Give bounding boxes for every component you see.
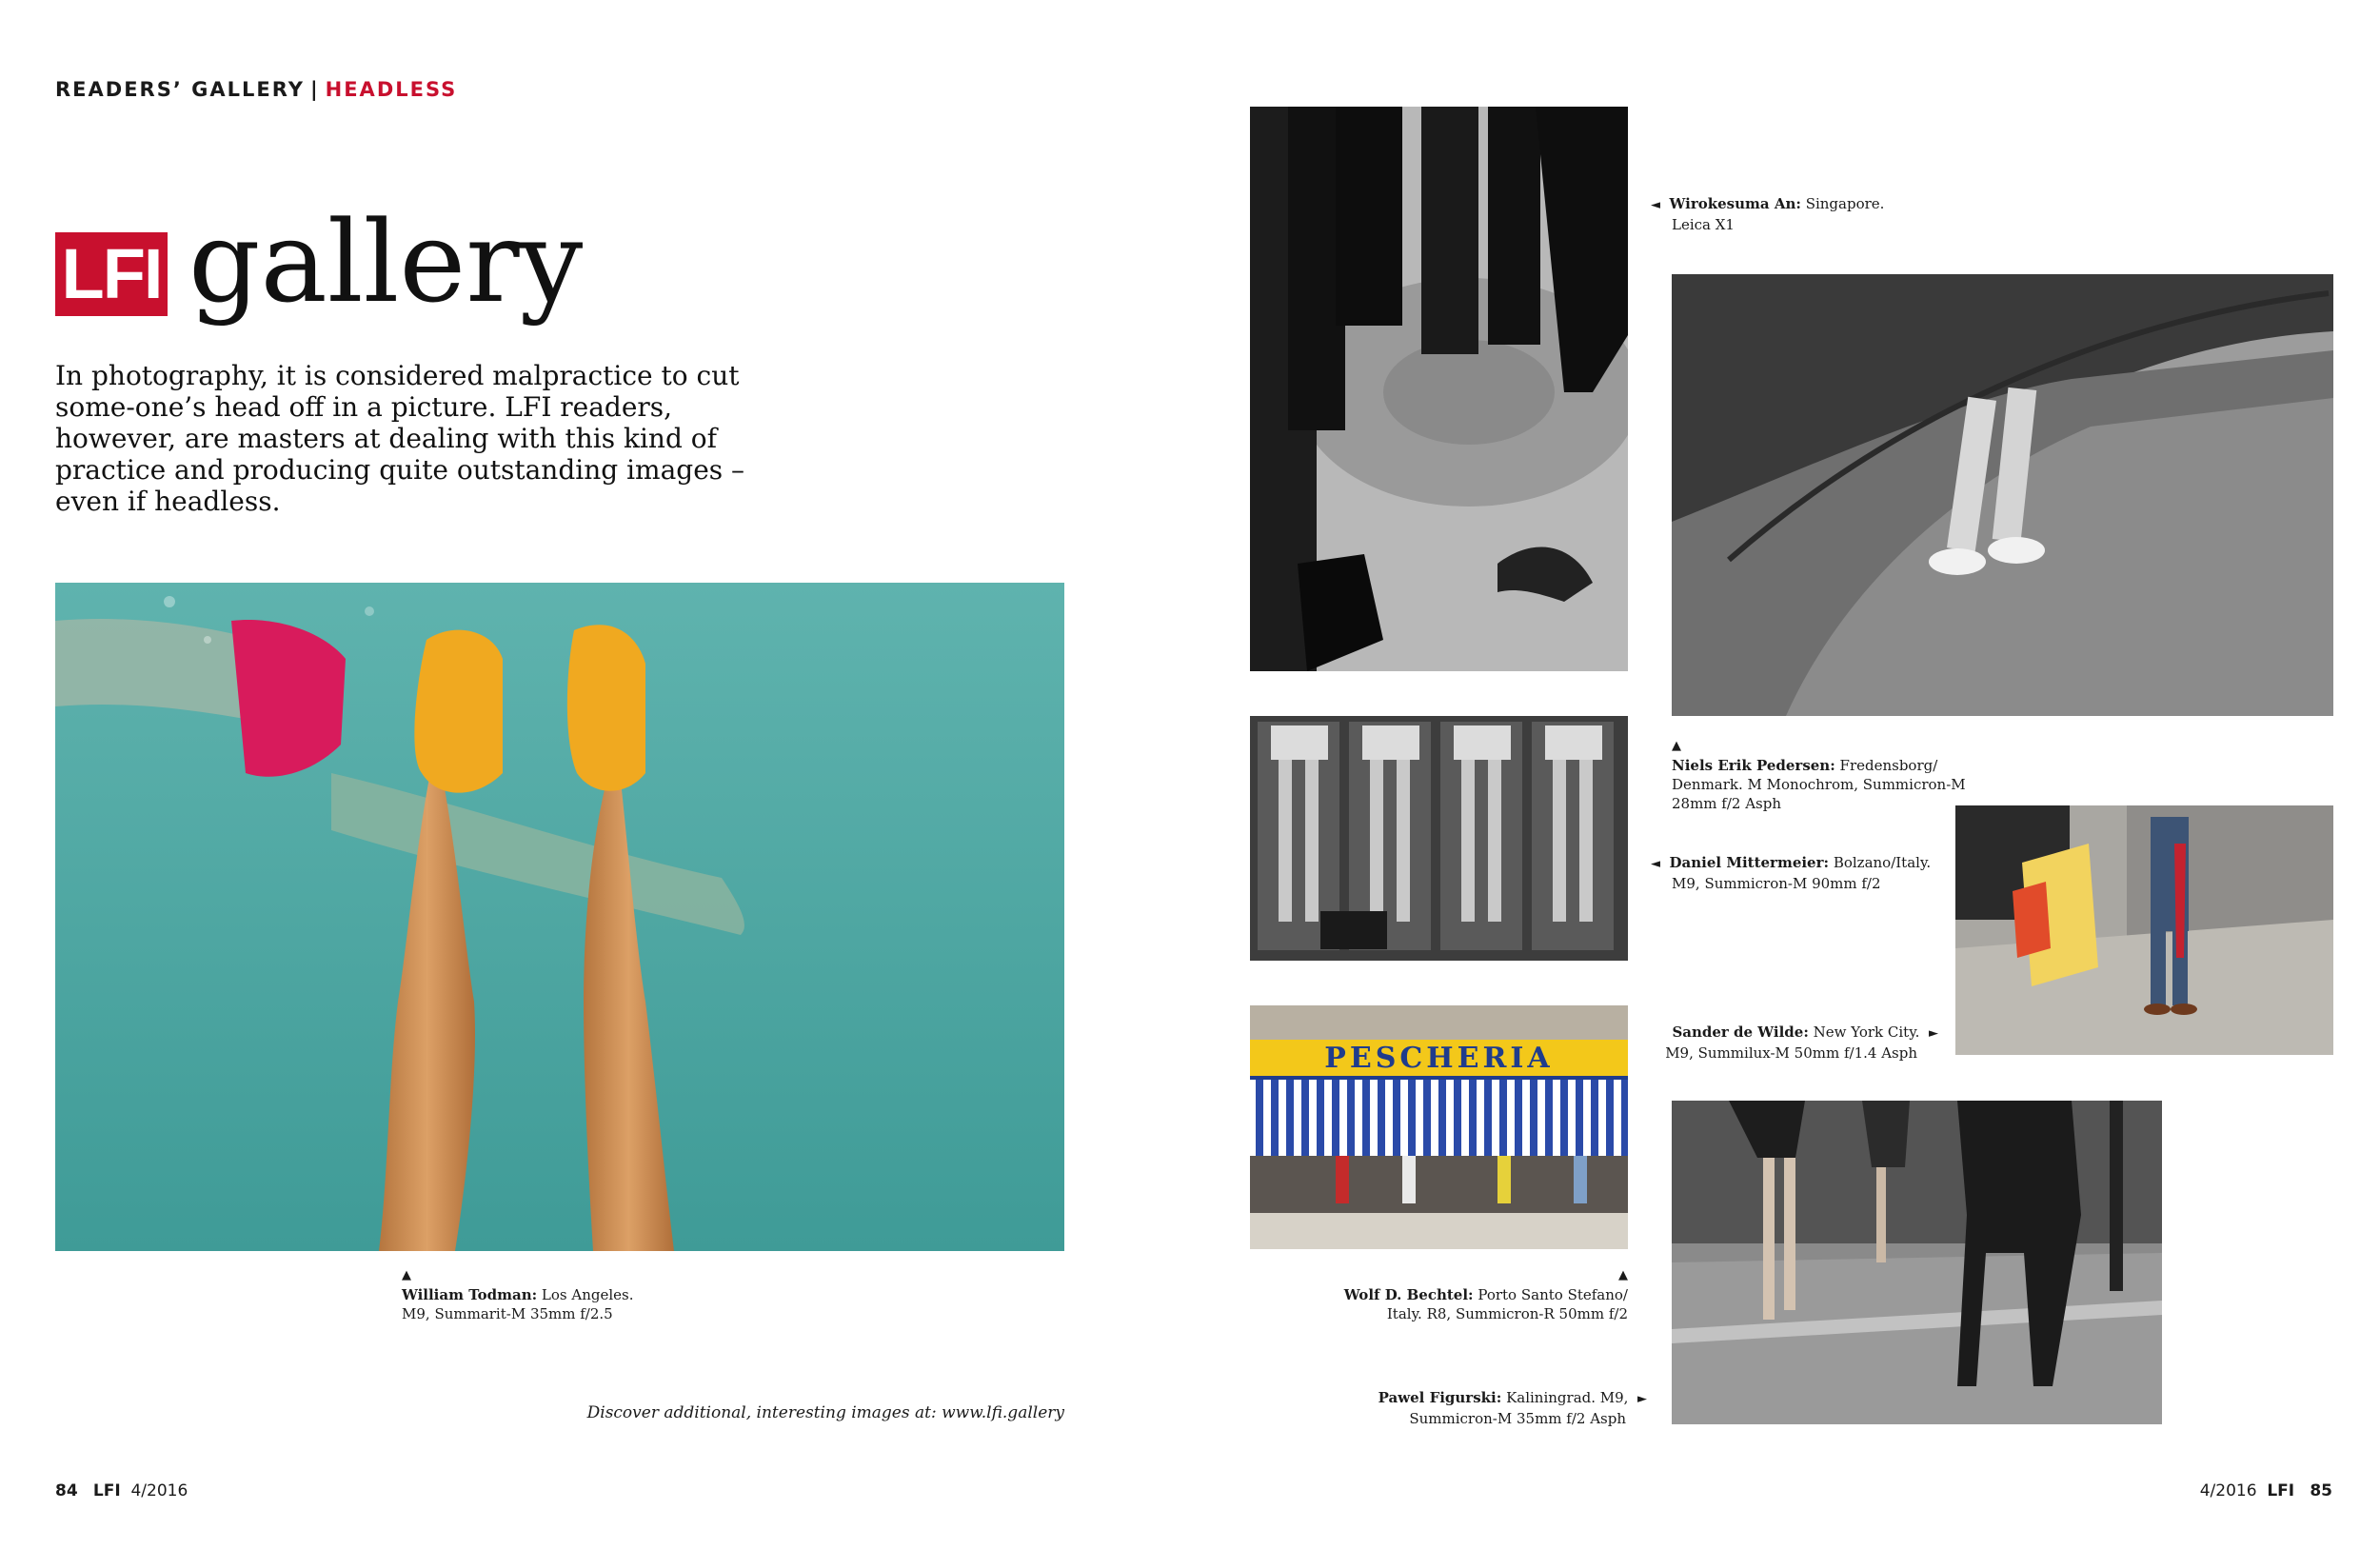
caption-arrow-up-icon: ▲ xyxy=(1618,1268,1628,1282)
lfi-logo: LFI xyxy=(55,232,168,316)
folio-issue: 4/2016 xyxy=(130,1481,188,1500)
photographer-name: Pawel Figurski: xyxy=(1378,1389,1502,1406)
page-number: 84 xyxy=(55,1481,78,1500)
photographer-name: Daniel Mittermeier: xyxy=(1669,854,1830,871)
photo-street-new-york xyxy=(1955,805,2333,1055)
photo-location: Bolzano/Italy. xyxy=(1829,854,1932,871)
photo-legs-on-wall xyxy=(1672,274,2333,716)
caption-dewilde xyxy=(1618,1023,1938,1063)
left-folio xyxy=(55,1481,188,1500)
caption-arrow-up-icon: ▲ xyxy=(1672,739,1681,753)
photographer-name: Niels Erik Pedersen: xyxy=(1672,757,1835,774)
photo-location: Fredensborg/ xyxy=(1835,757,1938,774)
caption-todman xyxy=(402,1266,649,1323)
camera-details: M9, Summarit-M 35mm f/2.5 xyxy=(402,1305,613,1322)
photo-underwater-legs xyxy=(55,583,1064,1251)
camera-details: Denmark. M Monochrom, Summicron-M xyxy=(1672,776,1966,793)
photo-location: Los Angeles. xyxy=(537,1286,634,1303)
intro-paragraph: In photography, it is considered malpractice to cut some-one’s head off in a picture. LFI readers, however, are masters at dealing with this kind of practice and producing quite outstanding images – even if headless. xyxy=(55,360,745,517)
caption-arrow-left-icon: ◄ xyxy=(1651,198,1660,212)
photo-location: Singapore. xyxy=(1800,195,1885,212)
kicker-separator: | xyxy=(309,78,320,101)
photo-location: Porto Santo Stefano/ xyxy=(1473,1286,1628,1303)
camera-details: M9, Summilux-M 50mm f/1.4 Asph xyxy=(1665,1044,1917,1062)
caption-wirokesuma xyxy=(1651,194,1898,234)
caption-pedersen xyxy=(1672,737,1976,813)
folio-brand: LFI xyxy=(92,1481,121,1500)
caption-bechtel xyxy=(1323,1266,1628,1323)
folio-issue: 4/2016 xyxy=(2199,1481,2257,1500)
photographer-name: Wolf D. Bechtel: xyxy=(1343,1286,1474,1303)
photo-pescheria xyxy=(1250,1005,1628,1249)
caption-mittermeier xyxy=(1651,853,1955,893)
caption-arrow-right-icon: ► xyxy=(1929,1026,1938,1041)
camera-details: Leica X1 xyxy=(1672,216,1735,233)
camera-details: Summicron-M 35mm f/2 Asph xyxy=(1409,1410,1626,1427)
caption-arrow-up-icon: ▲ xyxy=(402,1268,411,1282)
topic-label: HEADLESS xyxy=(325,78,458,101)
photo-legs-and-horse xyxy=(1672,1101,2162,1424)
section-label: READERS’ GALLERY xyxy=(55,78,305,101)
photo-location: Kaliningrad. M9, xyxy=(1501,1389,1629,1406)
camera-details: M9, Summicron-M 90mm f/2 xyxy=(1672,875,1881,892)
caption-arrow-right-icon: ► xyxy=(1637,1392,1647,1406)
photographer-name: Sander de Wilde: xyxy=(1672,1023,1809,1041)
lens-details: 28mm f/2 Asph xyxy=(1672,795,1782,812)
photographer-name: Wirokesuma An: xyxy=(1669,195,1801,212)
photographer-name: William Todman: xyxy=(402,1286,538,1303)
caption-figurski xyxy=(1323,1388,1647,1428)
section-kicker xyxy=(55,78,457,101)
page-number: 85 xyxy=(2310,1481,2332,1500)
discover-link-text: Discover additional, interesting images at: www.lfi.gallery xyxy=(586,1403,1064,1422)
shop-sign-text: PESCHERIA xyxy=(1324,1042,1554,1075)
camera-details: Italy. R8, Summicron-R 50mm f/2 xyxy=(1386,1305,1628,1322)
folio-brand: LFI xyxy=(2267,1481,2295,1500)
right-folio xyxy=(2142,1481,2332,1500)
caption-arrow-left-icon: ◄ xyxy=(1651,857,1660,871)
photo-location: New York City. xyxy=(1808,1023,1920,1041)
photo-walking-legs xyxy=(1250,107,1628,671)
photo-mannequin-legs xyxy=(1250,716,1628,961)
page-title: gallery xyxy=(188,196,584,328)
